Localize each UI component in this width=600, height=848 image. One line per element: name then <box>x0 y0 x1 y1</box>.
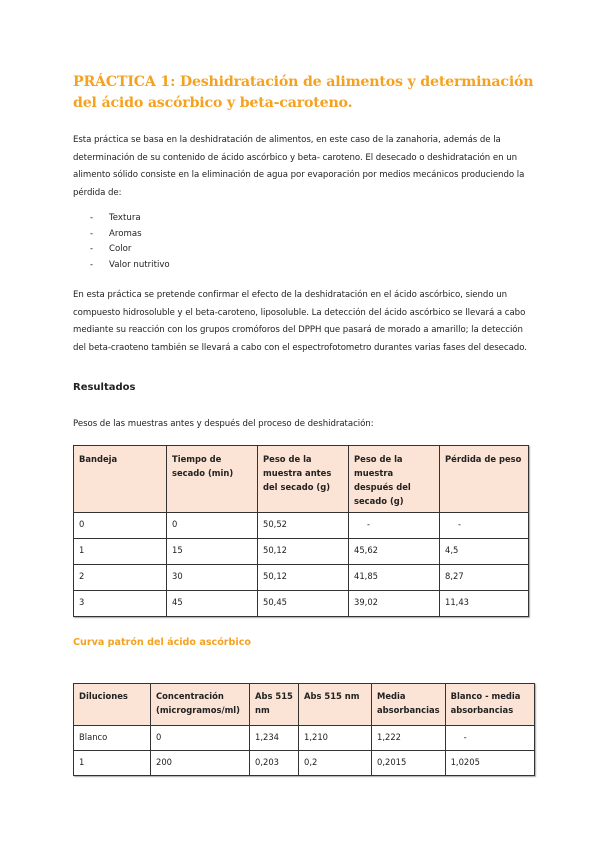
table-cell: 0 <box>74 513 167 539</box>
table-row <box>74 591 529 617</box>
column-header: Peso de la muestra antes del secado (g) <box>258 446 349 513</box>
intro-paragraph: Esta práctica se basa en la deshidratación de alimentos, en este caso de la zanahoria, además de la determinación de su contenido de ácido ascórbico y beta- caroteno. El desecado o deshidratación en un alimento sólido consiste en la eliminación de agua por evaporación por medios mecánicos produciendo la pérdida de: <box>73 135 525 198</box>
table-cell: 45,62 <box>349 539 440 565</box>
table-header-row <box>74 446 529 513</box>
table-cell: 11,43 <box>440 591 529 617</box>
table-row <box>74 726 535 751</box>
dash-bullet-icon: - <box>90 213 94 223</box>
table-cell: 50,12 <box>258 539 349 565</box>
table-cell: 45 <box>167 591 258 617</box>
list-item: - Color <box>90 242 170 258</box>
table-cell: 1,0205 <box>445 751 534 776</box>
purpose-paragraph: En esta práctica se pretende confirmar el efecto de la deshidratación en el ácido ascórbico, siendo un compuesto hidrosoluble y el beta-caroteno, liposoluble. La detección del ácido ascórbico se llevará a cabo mediante su reacción con los grupos cromóforos del DPPH que pasará de morado a amarillo; la detección del beta-craoteno también se llevará a cabo con el espectrofotometro durantes varias fases del desecado. <box>73 290 527 353</box>
table-cell: 1 <box>74 539 167 565</box>
table-cell: 0 <box>167 513 258 539</box>
column-header: Peso de la muestra después del secado (g) <box>349 446 440 513</box>
table-cell: 2 <box>74 565 167 591</box>
weights-table <box>73 445 529 617</box>
table-row <box>74 751 535 776</box>
column-header: Media absorbancias <box>372 684 446 726</box>
column-header: Tiempo de secado (min) <box>167 446 258 513</box>
table-cell: 0 <box>151 726 250 751</box>
table-cell: 50,45 <box>258 591 349 617</box>
table-cell: 0,2015 <box>372 751 446 776</box>
table-cell: 15 <box>167 539 258 565</box>
table-cell: 39,02 <box>349 591 440 617</box>
table-cell: 0,203 <box>250 751 299 776</box>
table-cell: 1 <box>74 751 151 776</box>
curve-heading: Curva patrón del ácido ascórbico <box>73 637 251 648</box>
list-item: - Aromas <box>90 227 170 243</box>
table-row <box>74 513 529 539</box>
column-header: Abs 515 nm <box>299 684 372 726</box>
table-cell: 50,52 <box>258 513 349 539</box>
table-cell: 50,12 <box>258 565 349 591</box>
table-cell: - <box>349 513 440 539</box>
dash-bullet-icon: - <box>90 244 94 255</box>
column-header: Concentración (microgramos/ml) <box>151 684 250 726</box>
table-cell: 30 <box>167 565 258 591</box>
column-header: Diluciones <box>74 684 151 726</box>
curve-table <box>73 683 535 776</box>
list-item: - Textura <box>90 211 170 227</box>
column-header: Pérdida de peso <box>440 446 529 513</box>
dash-bullet-icon: - <box>90 228 94 239</box>
table-row <box>74 539 529 565</box>
dash-bullet-icon: - <box>90 260 94 271</box>
table-cell: 1,210 <box>299 726 372 751</box>
table-header-row <box>74 684 535 726</box>
document-title: PRÁCTICA 1: Deshidratación de alimentos y determinación del ácido ascórbico y beta-caroteno. <box>73 74 534 111</box>
table-cell: 3 <box>74 591 167 617</box>
weights-caption: Pesos de las muestras antes y después del proceso de deshidratación: <box>73 419 374 429</box>
table-cell: 4,5 <box>440 539 529 565</box>
table-cell: - <box>440 513 529 539</box>
table-cell: 1,222 <box>372 726 446 751</box>
losses-list <box>90 211 170 274</box>
table-cell: 1,234 <box>250 726 299 751</box>
column-header: Abs 515 nm <box>250 684 299 726</box>
column-header: Bandeja <box>74 446 167 513</box>
table-cell: 200 <box>151 751 250 776</box>
table-cell: 0,2 <box>299 751 372 776</box>
column-header: Blanco - media absorbancias <box>445 684 534 726</box>
table-cell: - <box>445 726 534 751</box>
table-cell: Blanco <box>74 726 151 751</box>
table-row <box>74 565 529 591</box>
list-item: - Valor nutritivo <box>90 258 170 274</box>
results-heading: Resultados <box>73 382 136 393</box>
table-cell: 41,85 <box>349 565 440 591</box>
table-cell: 8,27 <box>440 565 529 591</box>
